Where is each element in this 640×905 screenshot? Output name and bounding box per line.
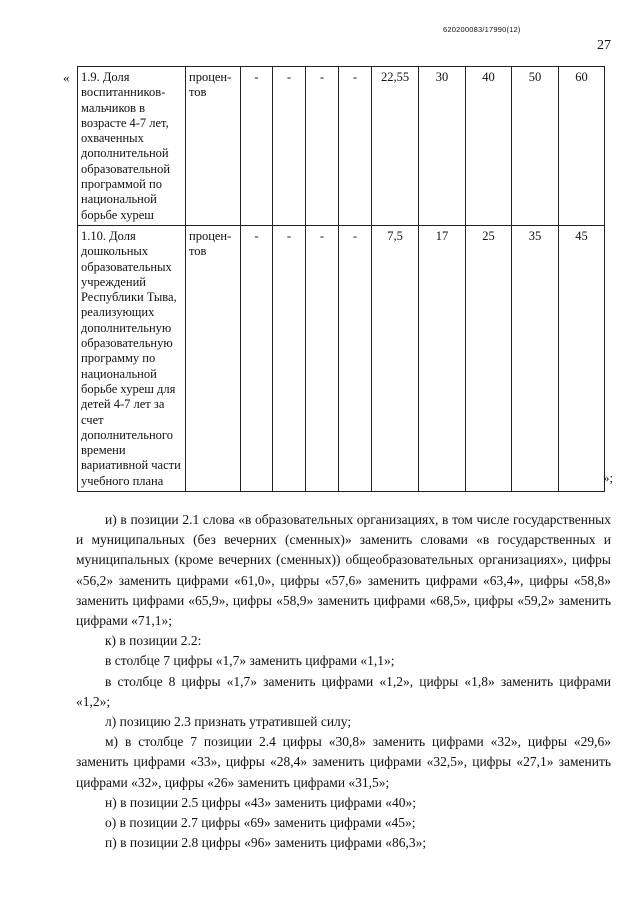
- table-cell: 60: [559, 67, 605, 226]
- paragraph: в столбце 7 цифры «1,7» заменить цифрами «1,1»;: [105, 653, 395, 669]
- document-id: 620200083/17990(12): [443, 25, 521, 34]
- table-cell: -: [339, 67, 372, 226]
- table-cell: 35: [512, 226, 559, 492]
- indicator-unit: процен-тов: [186, 67, 241, 226]
- paragraph: м) в столбце 7 позиции 2.4 цифры «30,8» заменить цифрами «32», цифры «29,6» заменить цифрами «33», цифры «28,4» заменить цифрами «32,5», цифры «27,1» заменить цифрами «32», цифры «26» заменить цифрами «31,5»;: [76, 734, 611, 790]
- table-cell: 25: [466, 226, 512, 492]
- table-row: [78, 67, 605, 226]
- amendment-text: [76, 510, 611, 853]
- table-cell: -: [273, 67, 306, 226]
- table-cell: 22,55: [372, 67, 419, 226]
- table-cell: -: [306, 226, 339, 492]
- paragraph: и) в позиции 2.1 слова «в образовательных организациях, в том числе государственных и муниципальных (без вечерних (сменных)» заменить словами «в государственных и муниципальных (кроме вечерних (сменных)) общеобразовательных организациях», цифры «56,2» заменить цифрами «61,0», цифры «57,6» заменить цифрами «63,4», цифры «58,8» заменить цифрами «65,9», цифры «58,9» заменить цифрами «68,5», цифры «59,2» заменить цифрами «71,1»;: [76, 512, 611, 629]
- indicators-table: [77, 66, 605, 492]
- table-cell: -: [306, 67, 339, 226]
- indicator-name: 1.10. Доля дошкольных образовательных учреждений Республики Тыва, реализующих дополнительную образовательную программу по национальной борьбе хуреш для детей 4-7 лет за счет дополнительного времени вариативной части учебного плана: [78, 226, 186, 492]
- table-cell: -: [241, 67, 273, 226]
- paragraph: о) в позиции 2.7 цифры «69» заменить цифрами «45»;: [105, 815, 416, 831]
- table-cell: 45: [559, 226, 605, 492]
- table-cell: -: [273, 226, 306, 492]
- table-cell: 30: [419, 67, 466, 226]
- indicator-name: 1.9. Доля воспитанников-мальчиков в возрасте 4-7 лет, охваченных дополнительной образовательной программой по национальной борьбе хуреш: [78, 67, 186, 226]
- table-cell: -: [241, 226, 273, 492]
- table-cell: 50: [512, 67, 559, 226]
- table-row: [78, 226, 605, 492]
- table-cell: 7,5: [372, 226, 419, 492]
- paragraph: н) в позиции 2.5 цифры «43» заменить цифрами «40»;: [105, 794, 417, 810]
- page-number: 27: [597, 38, 611, 53]
- table-cell: -: [339, 226, 372, 492]
- paragraph: в столбце 8 цифры «1,7» заменить цифрами «1,2», цифры «1,8» заменить цифрами «1,2»;: [76, 673, 611, 709]
- indicator-unit: процен-тов: [186, 226, 241, 492]
- paragraph: л) позицию 2.3 признать утратившей силу;: [105, 714, 352, 730]
- table-quote-close: »;: [603, 470, 614, 485]
- table-cell: 17: [419, 226, 466, 492]
- table-cell: 40: [466, 67, 512, 226]
- paragraph: п) в позиции 2.8 цифры «96» заменить цифрами «86,3»;: [105, 835, 427, 851]
- paragraph: к) в позиции 2.2:: [105, 633, 202, 649]
- table-quote-open: «: [63, 70, 70, 85]
